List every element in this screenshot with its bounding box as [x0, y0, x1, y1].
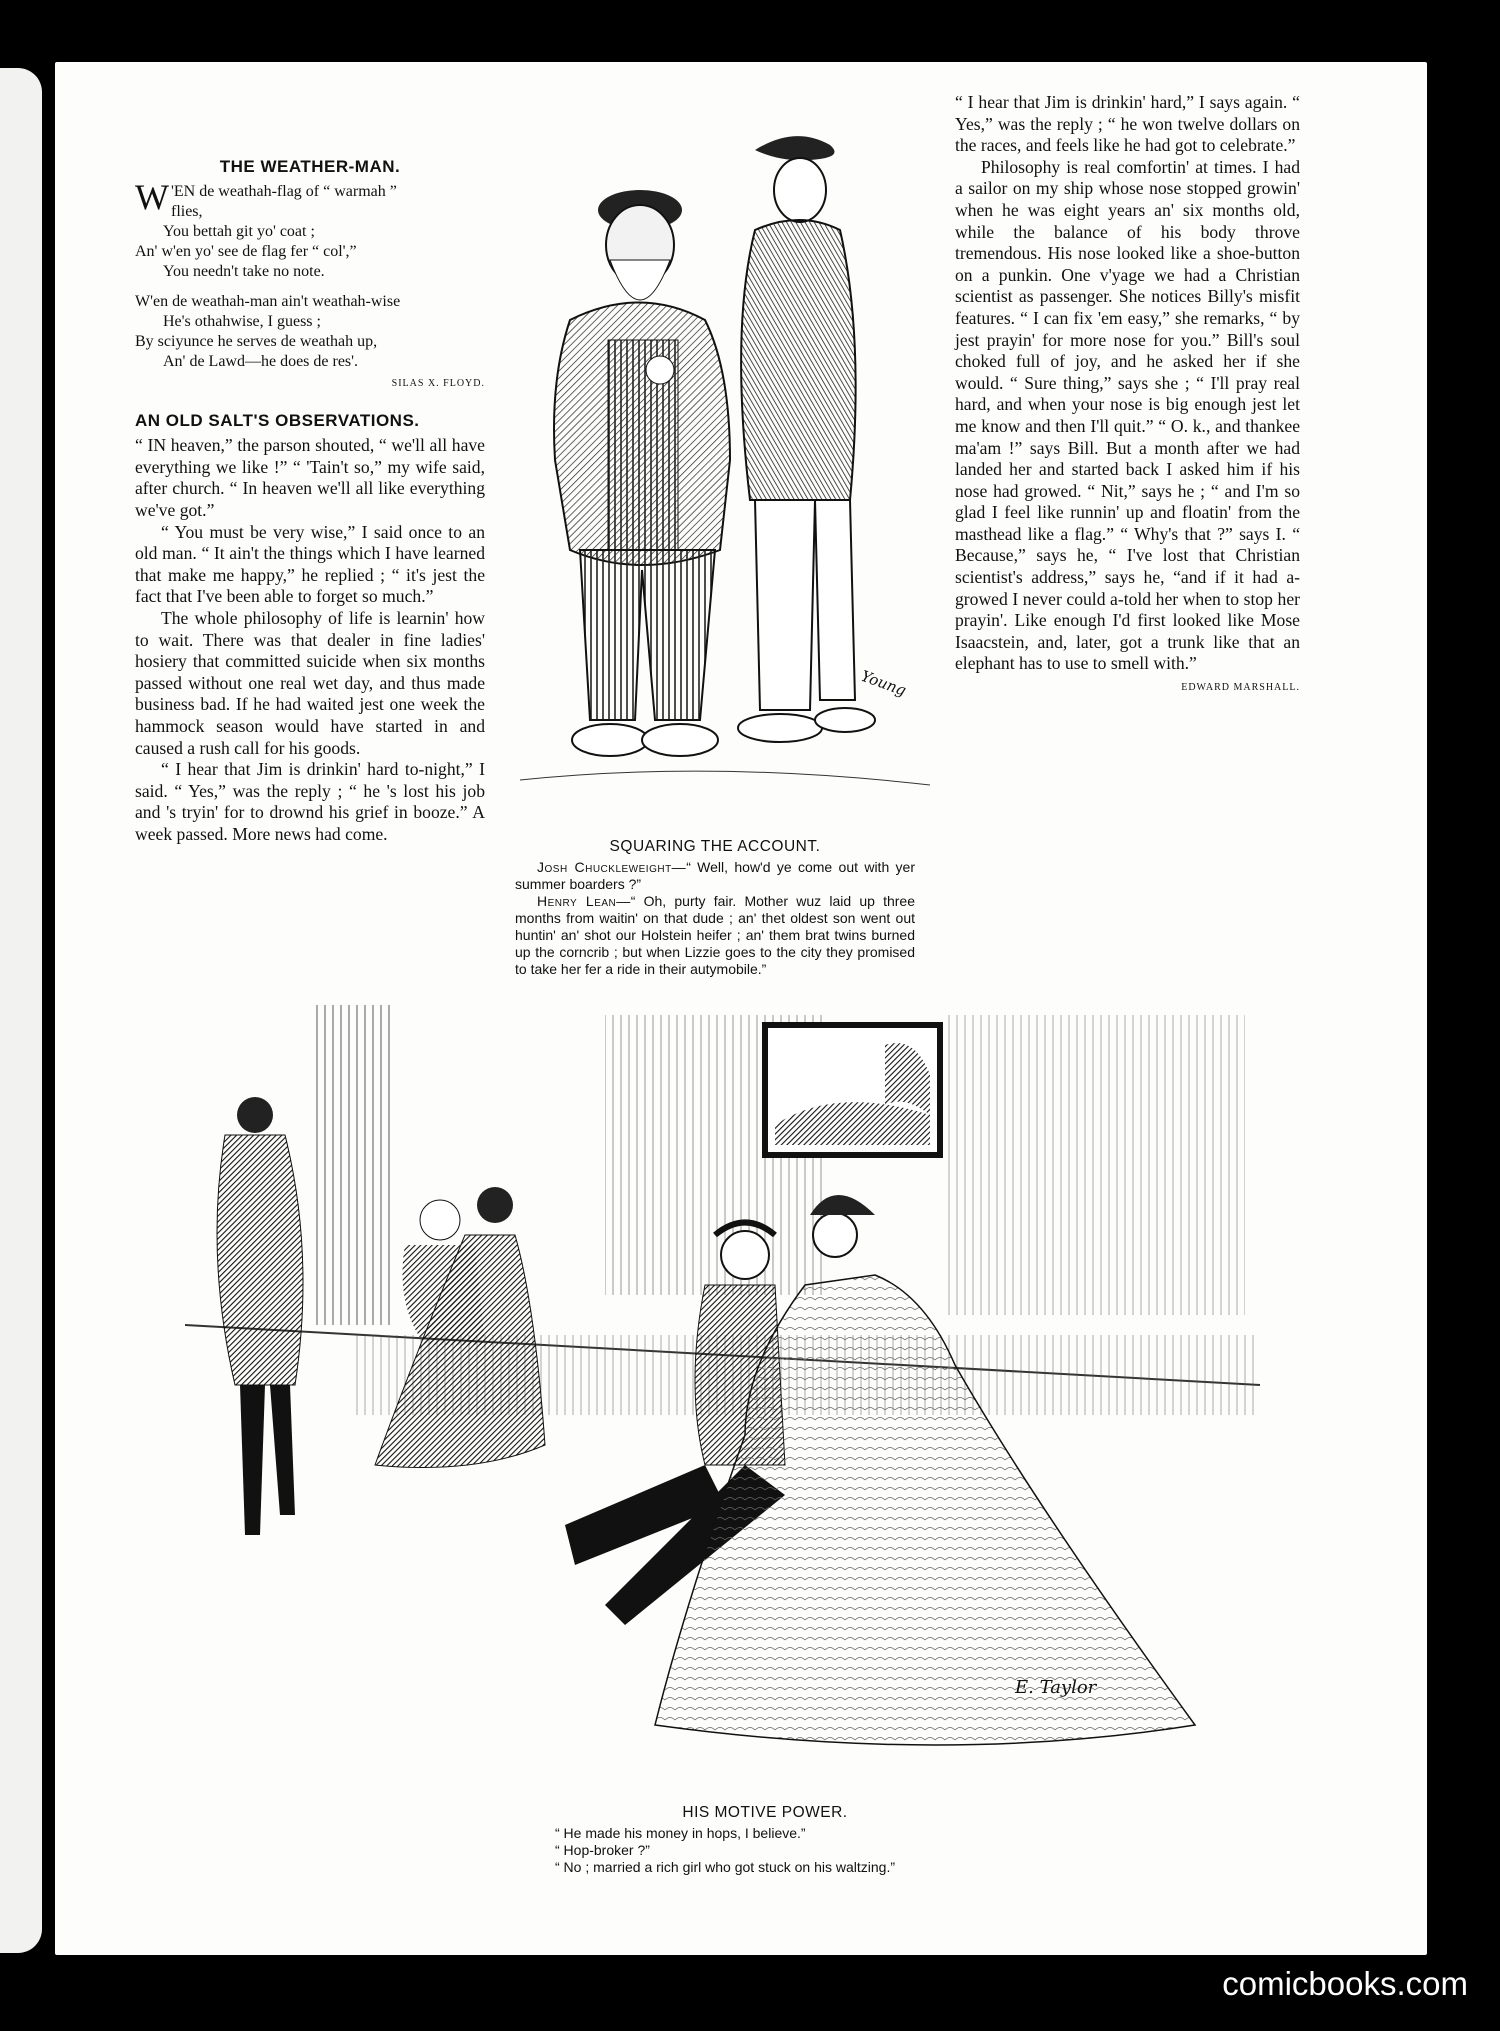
ballroom-illustration — [185, 1005, 1260, 1770]
dialogue-line: Henry Lean—“ Oh, purty fair. Mother wuz laid up three months from waitin' on that dude ; an' thet oldest son went out huntin' an' shot our Holstein heifer ; an' them brat twins burned up the corncrib ; but when Lizzie goes to the city they promised to take her fer a ride in their autymobile.” — [515, 893, 916, 977]
dialogue-line: “ He made his money in hops, I believe.” — [555, 1825, 806, 1841]
dialogue-line: “ No ; married a rich girl who got stuck on his waltzing.” — [555, 1859, 896, 1875]
squaring-caption — [515, 838, 915, 978]
squaring-title: SQUARING THE ACCOUNT. — [609, 838, 821, 855]
dialogue-line: “ Hop-broker ?” — [555, 1842, 650, 1858]
right-column — [955, 92, 1300, 699]
young-signature: Young — [858, 666, 909, 700]
paragraph: “ I hear that Jim is drinkin' hard to-night,” I said. “ Yes,” was the reply ; “ he 's lost his job and 's tryin' for to drownd his grief in booze.” A week passed. More news had come. — [135, 759, 485, 844]
poem-line: An' w'en yo' see de flag fer “ col',” — [135, 242, 357, 260]
poem-line: You needn't take no note. — [163, 262, 325, 280]
weather-man-dropcap: W — [135, 176, 169, 217]
paragraph: “ You must be very wise,” I said once to an old man. “ It ain't the things which I have learned that make me happy,” he replied ; “ it's jest the fact that I've been able to forget so much.” — [135, 521, 485, 607]
poem-line: An' de Lawd—he does de res'. — [163, 352, 359, 370]
poem-line: By sciyunce he serves de weathah up, — [135, 332, 378, 350]
paragraph: “ I hear that Jim is drinkin' hard,” I says again. “ Yes,” was the reply ; “ he won twelve dollars on the races, and feels like he had got to celebrate.” — [955, 92, 1300, 156]
taylor-signature: E. Taylor — [1015, 1677, 1097, 1698]
weather-man-poem — [135, 176, 485, 394]
weather-man-signature: SILAS X. FLOYD. — [391, 377, 485, 389]
motive-title: HIS MOTIVE POWER. — [682, 1804, 848, 1821]
poem-line: W'en de weathah-man ain't weathah-wise — [135, 292, 401, 310]
farmer-figure — [554, 190, 730, 756]
poem-line: You bettah git yo' coat ; — [163, 222, 315, 240]
old-salt-title: AN OLD SALT'S OBSERVATIONS. — [135, 410, 420, 430]
fisherman-figure — [738, 136, 875, 742]
two-men-illustration — [510, 80, 940, 820]
standing-man — [217, 1097, 303, 1535]
seated-couple-left — [375, 1187, 545, 1468]
motive-caption — [555, 1804, 975, 1876]
weather-man-title: THE WEATHER-MAN. — [219, 157, 401, 176]
paragraph: The whole philosophy of life is learnin' how to wait. There was that dealer in fine ladies' hosiery that committed suicide when six months passed without one real wet day, and thus made business bad. If he had waited jest one week the hammock season would have started in and caused a rush call for his goods. — [135, 607, 485, 758]
left-column — [135, 92, 485, 845]
poem-line: flies, — [170, 202, 203, 220]
previous-page-edge — [0, 68, 42, 1953]
poem-line: He's othahwise, I guess ; — [163, 312, 321, 330]
dialogue-line: Josh Chuckleweight—“ Well, how'd ye come out with yer summer boarders ?” — [515, 859, 916, 892]
old-salt-signature: EDWARD MARSHALL. — [1181, 682, 1300, 694]
poem-line: 'EN de weathah-flag of “ warmah ” — [170, 182, 397, 200]
paragraph: “ IN heaven,” the parson shouted, “ we'll all have everything we like !” “ 'Tain't so,” my wife said, after church. “ In heaven we'll all like everything we've got.” — [135, 435, 485, 520]
framed-painting — [765, 1025, 940, 1155]
watermark: comicbooks.com — [1222, 1965, 1468, 2002]
paragraph: Philosophy is real comfortin' at times. I had a sailor on my ship whose nose stopped growin' when he was eight years an' six months old, while the balance of his body throve tremendous. His nose looked like a shoe-button on a punkin. One v'yage we had a Christian scientist as passenger. She notices Billy's misfit features. “ I can fix 'em easy,” she remarks, “ by jest prayin' for more nose for you.” Bill's soul choked full of joy, and he asked her if she would. “ Sure thing,” says she ; “ I'll pray real hard, and when your nose is big enough jest let me know and then I'll quit.” “ O. k., and thankee ma'am !” says Bill. But a month after we had landed her and started back I asked him if his nose had growed. “ Nit,” says he ; “ and I'm so glad I feel like runnin' up and floatin' from the masthead like a flag.” “ Why's that ?” says I. “ Because,” says he, “ I've lost that Christian scientist's address,” says he, “and if it had a-growed I never could a-told her when to stop her prayin'. Like enough I'd first looked like Mose Isaacstein, and, later, got a trunk like that an elephant has to use to smell with.” — [955, 156, 1300, 674]
